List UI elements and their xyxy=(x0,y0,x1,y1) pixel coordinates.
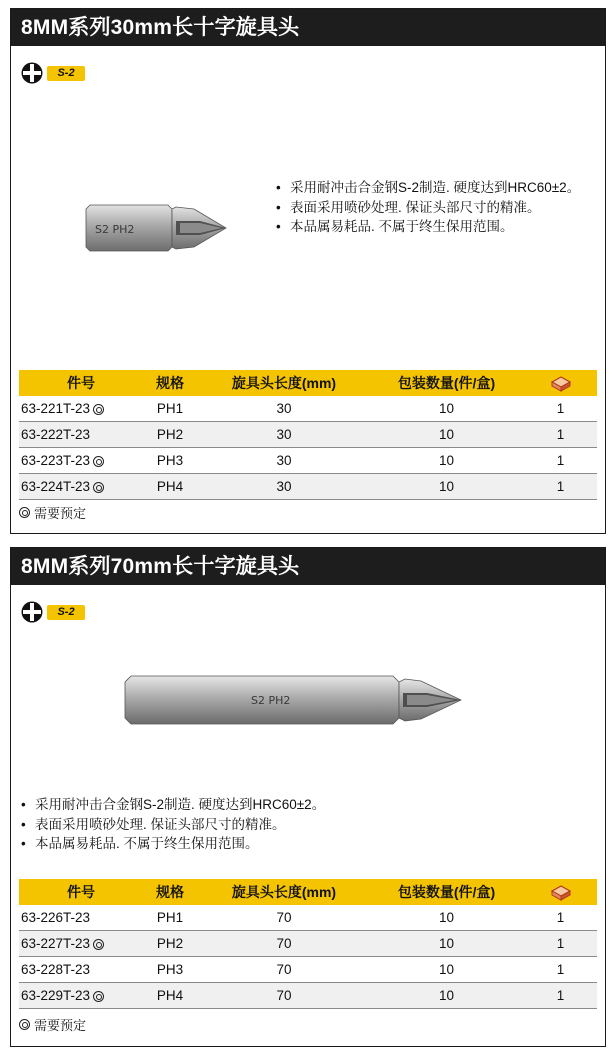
box-cell: 1 xyxy=(524,422,597,448)
box-cell: 1 xyxy=(524,931,597,957)
table-row xyxy=(19,931,597,957)
spec-cell: PH1 xyxy=(141,396,199,422)
length-cell: 70 xyxy=(199,957,369,983)
col-header-box xyxy=(524,879,597,905)
length-cell: 70 xyxy=(199,983,369,1009)
part-number: 63-221T-23 xyxy=(21,401,91,416)
preorder-note-text: 需要预定 xyxy=(34,506,87,521)
col-header-length: 旋具头长度(mm) xyxy=(199,879,369,905)
spec-table xyxy=(19,879,597,1009)
panel-title: 8MM系列30mm长十字旋具头 xyxy=(11,9,605,46)
col-header-part: 件号 xyxy=(19,879,141,905)
length-cell: 70 xyxy=(199,931,369,957)
length-cell: 30 xyxy=(199,396,369,422)
qty-cell: 10 xyxy=(369,448,524,474)
preorder-note xyxy=(19,503,86,522)
double-ring-icon xyxy=(19,1019,30,1030)
qty-cell: 10 xyxy=(369,396,524,422)
spec-table xyxy=(19,370,597,500)
feature-item: • 本品属易耗品. 不属于终生保用范围。 xyxy=(21,834,591,854)
product-panel-70mm xyxy=(10,547,606,1047)
spec-cell: PH2 xyxy=(141,422,199,448)
double-ring-icon xyxy=(93,404,104,415)
material-spec-row xyxy=(21,600,85,624)
part-number: 63-228T-23 xyxy=(21,962,91,977)
length-cell: 30 xyxy=(199,474,369,500)
length-cell: 30 xyxy=(199,448,369,474)
part-number: 63-229T-23 xyxy=(21,988,91,1003)
table-row xyxy=(19,422,597,448)
feature-list xyxy=(21,795,591,854)
double-ring-icon xyxy=(93,939,104,950)
box-cell: 1 xyxy=(524,474,597,500)
s2-material-badge: S-2 xyxy=(47,605,85,620)
qty-cell: 10 xyxy=(369,983,524,1009)
feature-item: • 本品属易耗品. 不属于终生保用范围。 xyxy=(276,217,596,237)
double-ring-icon xyxy=(93,482,104,493)
bit-marking: S2 PH2 xyxy=(251,694,291,707)
preorder-note-text: 需要预定 xyxy=(34,1018,87,1033)
box-cell: 1 xyxy=(524,905,597,931)
table-row xyxy=(19,905,597,931)
spec-cell: PH3 xyxy=(141,448,199,474)
double-ring-icon xyxy=(93,456,104,467)
qty-cell: 10 xyxy=(369,422,524,448)
box-cell: 1 xyxy=(524,957,597,983)
double-ring-icon xyxy=(93,991,104,1002)
preorder-note xyxy=(19,1015,86,1034)
bit-marking: S2 PH2 xyxy=(95,223,135,236)
qty-cell: 10 xyxy=(369,931,524,957)
length-cell: 70 xyxy=(199,905,369,931)
phillips-cross-icon xyxy=(21,62,43,84)
table-row xyxy=(19,448,597,474)
table-row xyxy=(19,396,597,422)
long-bit-image xyxy=(121,670,466,730)
feature-item: • 表面采用喷砂处理. 保证头部尺寸的精准。 xyxy=(276,198,596,218)
spec-cell: PH4 xyxy=(141,474,199,500)
part-number: 63-224T-23 xyxy=(21,479,91,494)
material-spec-row xyxy=(21,61,85,85)
feature-list xyxy=(276,178,596,237)
s2-material-badge: S-2 xyxy=(47,66,85,81)
table-row xyxy=(19,983,597,1009)
col-header-spec: 规格 xyxy=(141,370,199,396)
col-header-qty: 包装数量(件/盒) xyxy=(369,370,524,396)
col-header-length: 旋具头长度(mm) xyxy=(199,370,369,396)
double-ring-icon xyxy=(19,507,30,518)
box-cell: 1 xyxy=(524,983,597,1009)
qty-cell: 10 xyxy=(369,474,524,500)
box-cell: 1 xyxy=(524,396,597,422)
spec-cell: PH2 xyxy=(141,931,199,957)
qty-cell: 10 xyxy=(369,905,524,931)
product-panel-30mm xyxy=(10,8,606,534)
feature-item: • 采用耐冲击合金钢S-2制造. 硬度达到HRC60±2。 xyxy=(276,178,596,198)
feature-item: • 采用耐冲击合金钢S-2制造. 硬度达到HRC60±2。 xyxy=(21,795,591,815)
spec-cell: PH1 xyxy=(141,905,199,931)
part-number: 63-223T-23 xyxy=(21,453,91,468)
table-header-row xyxy=(19,879,597,905)
box-quantity-icon xyxy=(551,376,571,392)
qty-cell: 10 xyxy=(369,957,524,983)
col-header-spec: 规格 xyxy=(141,879,199,905)
table-header-row xyxy=(19,370,597,396)
col-header-qty: 包装数量(件/盒) xyxy=(369,879,524,905)
length-cell: 30 xyxy=(199,422,369,448)
part-number: 63-222T-23 xyxy=(21,427,91,442)
spec-cell: PH3 xyxy=(141,957,199,983)
col-header-box xyxy=(524,370,597,396)
col-header-part: 件号 xyxy=(19,370,141,396)
phillips-cross-icon xyxy=(21,601,43,623)
part-number: 63-226T-23 xyxy=(21,910,91,925)
short-bit-image xyxy=(76,199,236,259)
box-quantity-icon xyxy=(551,885,571,901)
box-cell: 1 xyxy=(524,448,597,474)
panel-title: 8MM系列70mm长十字旋具头 xyxy=(11,548,605,585)
part-number: 63-227T-23 xyxy=(21,936,91,951)
table-row xyxy=(19,957,597,983)
spec-cell: PH4 xyxy=(141,983,199,1009)
table-row xyxy=(19,474,597,500)
feature-item: • 表面采用喷砂处理. 保证头部尺寸的精准。 xyxy=(21,815,591,835)
